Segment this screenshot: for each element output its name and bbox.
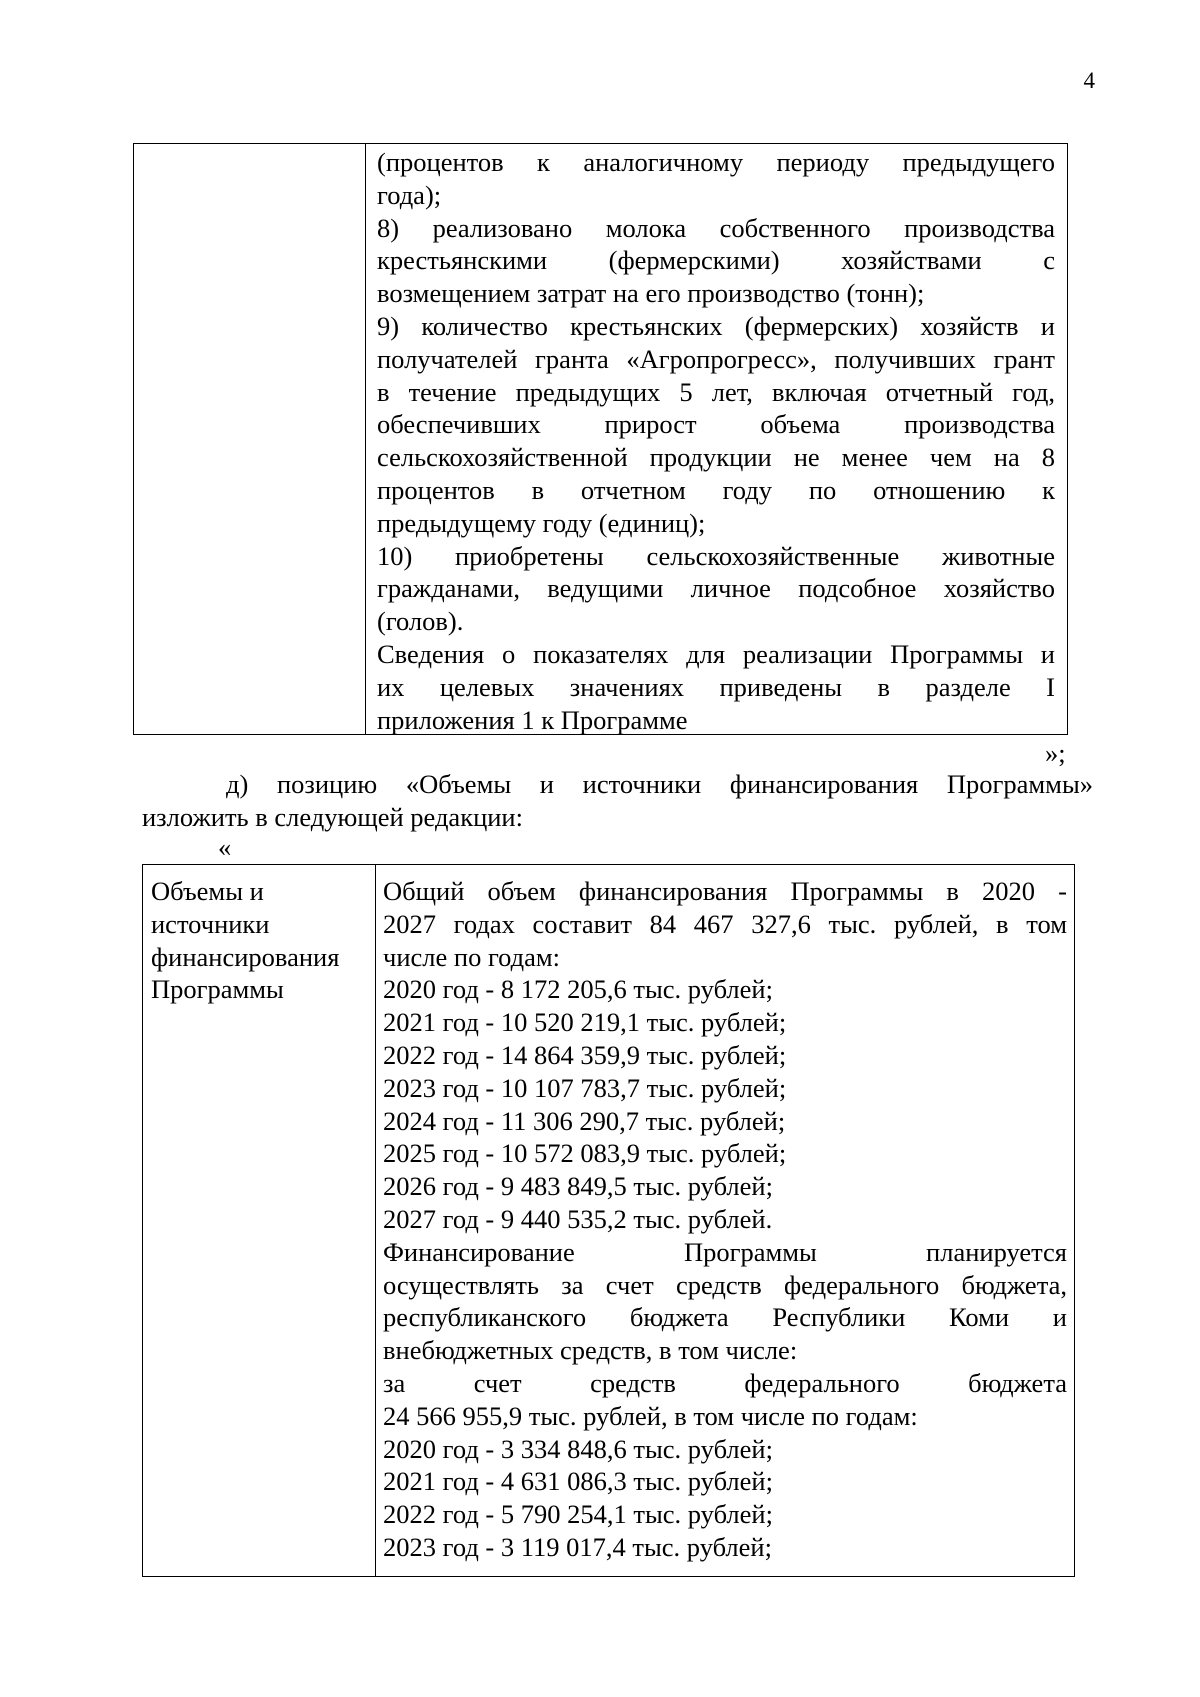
table-text-line: 2021 год - 10 520 219,1 тыс. рублей; — [383, 1007, 787, 1038]
table-text-line: процентов в отчетном году по отношению к — [377, 474, 1055, 505]
table-text-line: 2027 год - 9 440 535,2 тыс. рублей. — [383, 1203, 773, 1234]
table-text-line: обеспечивших прирост объема производства — [377, 409, 1055, 440]
table-text-line: 24 566 955,9 тыс. рублей, в том числе по годам: — [383, 1400, 918, 1431]
table-text-line: Финансирование Программы планируется — [383, 1236, 1067, 1267]
table-heading-line: Объемы и — [151, 876, 264, 906]
table-text-line: возмещением затрат на его производство (тонн); — [377, 278, 925, 309]
table-text-line: сельскохозяйственной продукции не менее чем на 8 — [377, 442, 1055, 473]
indicators-table — [133, 143, 1068, 735]
table-text-line: в течение предыдущих 5 лет, включая отчетный год, — [377, 376, 1055, 407]
table-heading-line: источники — [151, 908, 270, 939]
financing-table-content-cell — [376, 865, 1074, 1576]
page-number: 4 — [1083, 68, 1095, 93]
table-text-line: 2023 год - 10 107 783,7 тыс. рублей; — [383, 1072, 787, 1103]
table-text-line: 2026 год - 9 483 849,5 тыс. рублей; — [383, 1171, 773, 1202]
financing-table — [142, 864, 1075, 1577]
table-heading-line: финансирования — [151, 941, 340, 972]
indicators-table-right-cell — [366, 144, 1067, 734]
table-heading-line: Программы — [151, 974, 284, 1005]
indicators-table-left-cell — [134, 144, 366, 734]
table-text-line: осуществлять за счет средств федерального бюджета, — [383, 1269, 1067, 1300]
financing-table-heading-cell — [143, 865, 376, 1576]
table-text-line: 2022 год - 5 790 254,1 тыс. рублей; — [383, 1499, 773, 1530]
table-text-line: Общий объем финансирования Программы в 2020 - — [383, 876, 1067, 906]
paragraph-line-2: изложить в следующей редакции: — [142, 802, 523, 832]
table-text-line: 2020 год - 8 172 205,6 тыс. рублей; — [383, 974, 773, 1005]
table-text-line: республиканского бюджета Республики Коми и — [383, 1302, 1067, 1333]
table-text-line: их целевых значениях приведены в разделе I — [377, 671, 1055, 702]
table-text-line: (голов). — [377, 606, 464, 637]
table-text-line: за счет средств федерального бюджета — [383, 1367, 1067, 1398]
table-text-line: 2023 год - 3 119 017,4 тыс. рублей; — [383, 1531, 772, 1562]
table-text-line: внебюджетных средств, в том числе: — [383, 1335, 798, 1366]
opening-quote: « — [218, 832, 232, 862]
table-text-line: числе по годам: — [383, 941, 561, 972]
table-text-line: 2027 годах составит 84 467 327,6 тыс. рублей, в том — [383, 908, 1067, 939]
table-text-line: получателей гранта «Агропрогресс», получивших грант — [377, 343, 1055, 374]
paragraph-line-1: д) позицию «Объемы и источники финансирования Программы» — [226, 769, 1093, 799]
table-text-line: Сведения о показателях для реализации Программы и — [377, 638, 1055, 669]
table-text-line: 8) реализовано молока собственного производства — [377, 212, 1055, 243]
table-text-line: 2025 год - 10 572 083,9 тыс. рублей; — [383, 1138, 787, 1169]
table-text-line: предыдущему году (единиц); — [377, 507, 706, 538]
table-text-line: года); — [377, 179, 442, 210]
table-text-line: 9) количество крестьянских (фермерских) хозяйств и — [377, 310, 1055, 341]
table-text-line: 2024 год - 11 306 290,7 тыс. рублей; — [383, 1105, 786, 1136]
table-text-line: 2022 год - 14 864 359,9 тыс. рублей; — [383, 1039, 787, 1070]
table-text-line: 10) приобретены сельскохозяйственные животные — [377, 540, 1055, 571]
table-text-line: 2021 год - 4 631 086,3 тыс. рублей; — [383, 1466, 773, 1497]
closing-quote: »; — [1045, 738, 1066, 768]
table-text-line: 2020 год - 3 334 848,6 тыс. рублей; — [383, 1433, 773, 1464]
amendment-paragraph — [142, 768, 1093, 834]
table-text-line: приложения 1 к Программе — [377, 704, 688, 735]
table-text-line: крестьянскими (фермерскими) хозяйствами с — [377, 245, 1055, 276]
table-text-line: (процентов к аналогичному периоду предыдущего — [377, 147, 1055, 177]
table-text-line: гражданами, ведущими личное подсобное хозяйство — [377, 573, 1055, 604]
